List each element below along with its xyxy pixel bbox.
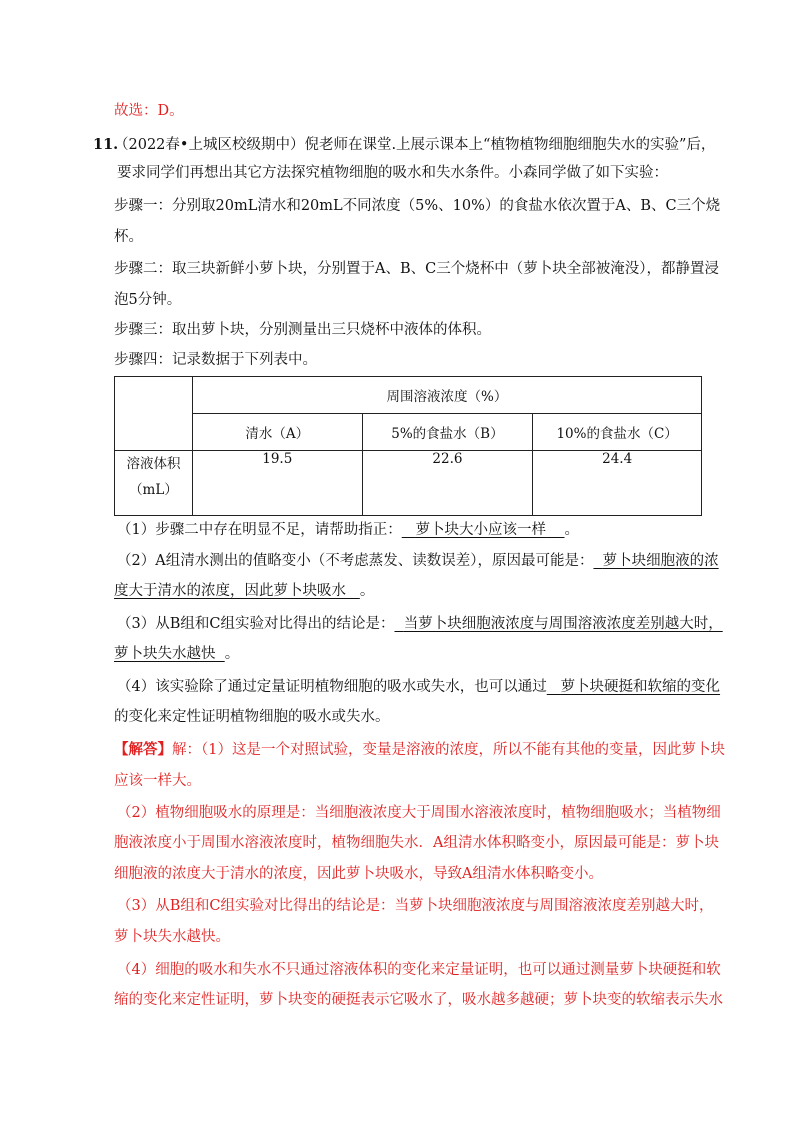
sub-question-4-cont: 的变化来定性证明植物细胞的吸水或失水。	[114, 709, 390, 725]
step-4: 步骤四：记录数据于下列表中。	[114, 352, 317, 368]
q4-prefix: （4）该实验除了通过定量证明植物细胞的吸水或失水，也可以通过	[117, 679, 547, 695]
previous-answer: 故选：D。	[114, 103, 184, 119]
sub-question-3-cont	[114, 644, 239, 664]
q2-answer-b: 度大于清水的浓度，因此萝卜块吸水	[114, 583, 346, 599]
solution-line-2: 应该一样大。	[114, 773, 201, 789]
sub-question-2-cont	[114, 581, 374, 601]
sub-question-4	[117, 677, 720, 697]
table-header-a: 清水（A）	[192, 414, 362, 451]
table-value-c: 24.4	[533, 451, 702, 516]
q4-answer: 萝卜块硬挺和软缩的变化	[560, 679, 721, 695]
q3-answer-b: 萝卜块失水越快	[114, 646, 216, 662]
solution-line-4: 胞液浓度小于周围水溶液浓度时，植物细胞失水．A组清水体积略变小，原因最可能是：萝卜块	[114, 835, 719, 851]
solution-line-1: 【解答】解：（1）这是一个对照试验，变量是溶液的浓度，所以不能有其他的变量，因此萝卜块	[114, 741, 725, 758]
data-table	[114, 376, 702, 516]
solution-line-9: 缩的变化来定性证明，萝卜块变的硬挺表示它吸水了，吸水越多越硬；萝卜块变的软缩表示失水	[114, 992, 723, 1008]
table-row-label	[115, 451, 193, 516]
table-value-b: 22.6	[362, 451, 533, 516]
q1-answer: 萝卜块大小应该一样	[415, 522, 547, 538]
q1-prefix: （1）步骤二中存在明显不足，请帮助指正：	[117, 522, 402, 538]
q2-suffix: 。	[359, 583, 375, 599]
q2-answer-a: 萝卜块细胞液的浓	[602, 553, 719, 569]
sub-question-3	[117, 614, 723, 634]
table-header-c: 10%的食盐水（C）	[533, 414, 702, 451]
q3-answer-a: 当萝卜块细胞液浓度与周围溶液浓度差别越大时，	[403, 616, 723, 632]
q3-suffix: 。	[224, 646, 240, 662]
step-1-line-1: 步骤一：分别取20mL清水和20mL不同浓度（5%、10%）的食盐水依次置于A、B、C三个烧	[114, 198, 721, 214]
step-2-line-1: 步骤二：取三块新鲜小萝卜块，分别置于A、B、C三个烧杯中（萝卜块全部被淹没），都静置浸	[114, 261, 719, 277]
step-2-line-2: 泡5分钟。	[114, 292, 182, 308]
row-label-line-1: 溶液体积	[126, 456, 181, 472]
solution-line-6: （3）从B组和C组实验对比得出的结论是：当萝卜块细胞液浓度与周围溶液浓度差别越大时，	[117, 898, 714, 914]
solution-line-8: （4）细胞的吸水和失水不只通过溶液体积的变化来定量证明，也可以通过测量萝卜块硬挺和软	[117, 962, 721, 978]
sub-question-2	[117, 551, 719, 571]
table-header-b: 5%的食盐水（B）	[362, 414, 533, 451]
step-1-line-2: 杯。	[114, 229, 143, 245]
solution-line-3: （2）植物细胞吸水的原理是：当细胞液浓度大于周围水溶液浓度时，植物细胞吸水；当植物细	[117, 805, 721, 821]
table-group-header: 周围溶液浓度（%）	[192, 377, 701, 414]
solution-line-5: 细胞液的浓度大于清水的浓度，因此萝卜块吸水，导致A组清水体积略变小。	[114, 866, 603, 882]
q2-prefix: （2）A组清水测出的值略变小（不考虑蒸发、读数误差），原因最可能是：	[117, 553, 594, 569]
solution-line-7: 萝卜块失水越快。	[114, 929, 230, 945]
question-line-1: （2022春•上城区校级期中）倪老师在课堂.上展示课本上“植物植物细胞细胞失水的实验”后，	[114, 137, 716, 153]
step-3: 步骤三：取出萝卜块，分别测量出三只烧杯中液体的体积。	[114, 322, 491, 338]
table-corner-cell	[115, 377, 193, 451]
table-value-a: 19.5	[192, 451, 362, 516]
question-line-2: 要求同学们再想出其它方法探究植物细胞的吸水和失水条件。小森同学做了如下实验：	[117, 165, 668, 181]
solution-tag: 【解答】	[114, 741, 172, 758]
q1-suffix: 。	[564, 522, 579, 538]
row-label-line-2: （mL）	[129, 482, 178, 498]
q3-prefix: （3）从B组和C组实验对比得出的结论是：	[117, 616, 395, 632]
question-number: 11.	[93, 136, 119, 153]
sub-question-1	[117, 520, 579, 540]
